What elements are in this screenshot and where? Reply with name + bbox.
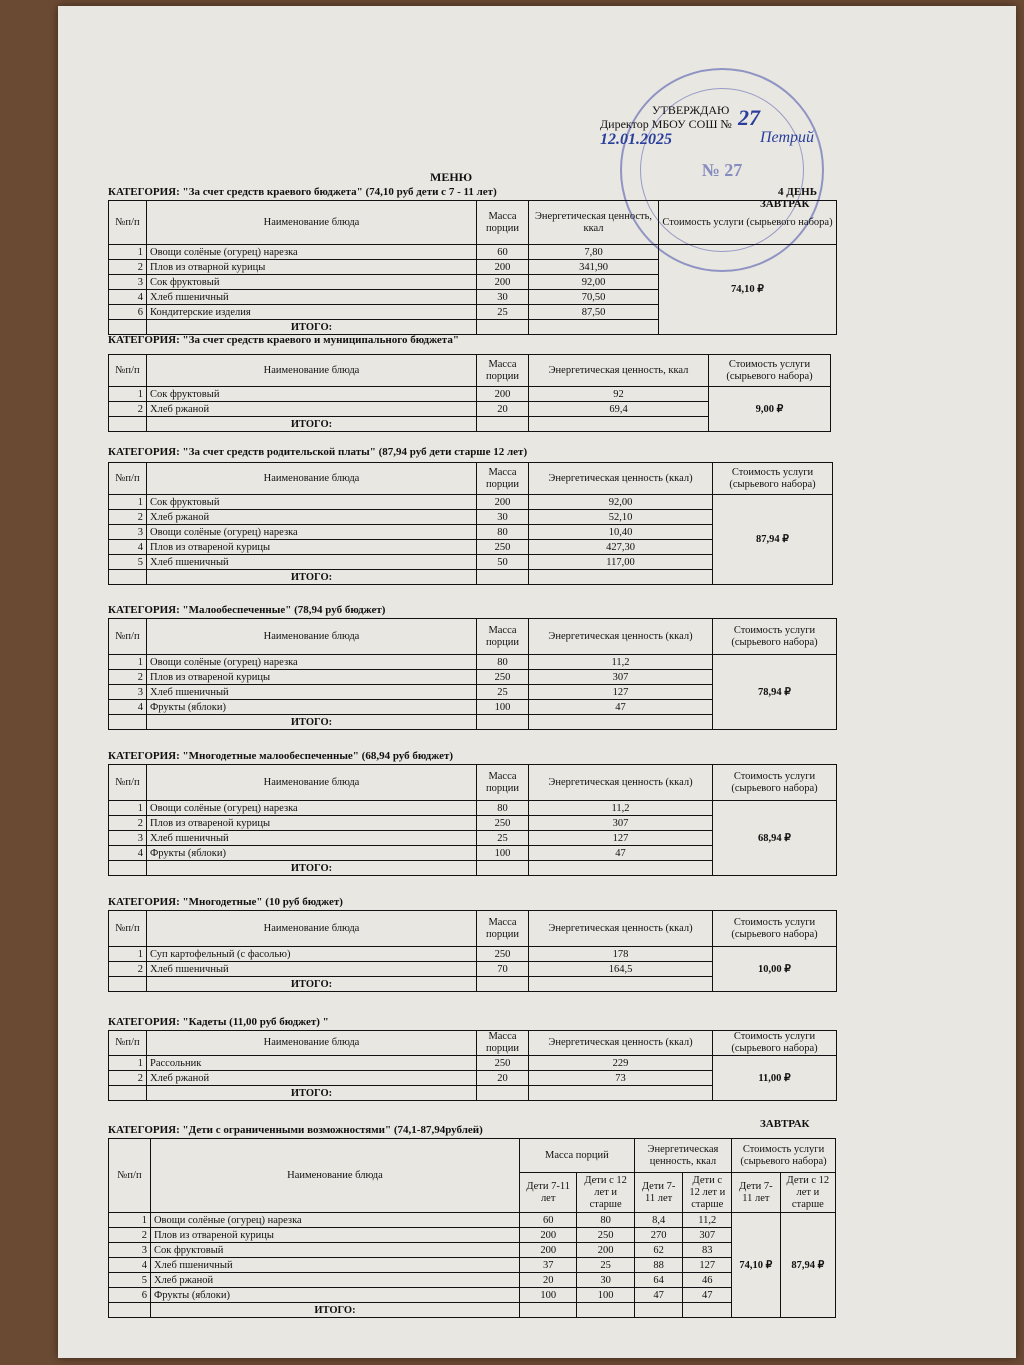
table-cell: Дети с 12 лет и старше — [577, 1173, 634, 1213]
table-cell: №п/п — [109, 463, 147, 495]
table-cell — [109, 861, 147, 876]
table-cell: 4 — [109, 1258, 151, 1273]
table-cell: Рассольник — [147, 1056, 477, 1071]
table-cell: №п/п — [109, 911, 147, 947]
table-cell: Наименование блюда — [150, 1139, 519, 1213]
table-cell: 3 — [109, 831, 147, 846]
table-cell — [109, 570, 147, 585]
table-cell — [109, 1303, 151, 1318]
approve-label: УТВЕРЖДАЮ — [652, 103, 730, 117]
table-cell: №п/п — [109, 1031, 147, 1056]
table-cell: Хлеб пшеничный — [147, 290, 477, 305]
table-cell: Хлеб пшеничный — [147, 555, 477, 570]
table-cell: 427,30 — [529, 540, 713, 555]
table-cell: ИТОГО: — [150, 1303, 519, 1318]
table-cell: 47 — [529, 700, 713, 715]
table-row — [109, 1288, 836, 1303]
table-cell: Кондитерские изделия — [147, 305, 477, 320]
table-cell: Энергетическая ценность (ккал) — [529, 463, 713, 495]
meal-label: ЗАВТРАК — [760, 198, 810, 210]
table-cell — [529, 570, 713, 585]
table-cell: 11,2 — [529, 655, 713, 670]
category-title: КАТЕГОРИЯ: "Кадеты (11,00 руб бюджет) " — [108, 1016, 329, 1028]
table-cell: Наименование блюда — [147, 355, 477, 387]
table-cell: 20 — [477, 1071, 529, 1086]
table-cell: 127 — [529, 831, 713, 846]
table-cell: 80 — [477, 655, 529, 670]
day-label: 4 ДЕНЬ — [778, 186, 817, 198]
table-cell: 2 — [109, 816, 147, 831]
table-cell: 92,00 — [529, 495, 713, 510]
table-row — [109, 387, 831, 402]
table-cell: Хлеб пшеничный — [147, 831, 477, 846]
table-cell: ИТОГО: — [147, 715, 477, 730]
table-cell: 46 — [683, 1273, 732, 1288]
table-cell: Энергетическая ценность (ккал) — [529, 911, 713, 947]
table-cell: 2 — [109, 1071, 147, 1086]
table-cell: 3 — [109, 525, 147, 540]
table-cell: 200 — [519, 1228, 576, 1243]
table-cell: 4 — [109, 700, 147, 715]
table-cell — [577, 1303, 634, 1318]
table-cell: 100 — [477, 700, 529, 715]
table-row — [109, 495, 833, 510]
cost-12: 87,94 ₽ — [780, 1213, 835, 1318]
table-cell: ИТОГО: — [147, 977, 477, 992]
table-cell: 7,80 — [529, 245, 659, 260]
table-cell: 8,4 — [634, 1213, 683, 1228]
table-cell — [529, 715, 713, 730]
table-cell: 70,50 — [529, 290, 659, 305]
table-cell: Хлеб ржаной — [147, 1071, 477, 1086]
table-cell: 92 — [529, 387, 709, 402]
table-cell: 25 — [577, 1258, 634, 1273]
table-cell: 117,00 — [529, 555, 713, 570]
table-cell: 52,10 — [529, 510, 713, 525]
director-label: Директор МБОУ СОШ № — [600, 117, 732, 131]
table-cell — [529, 320, 659, 335]
table-cell: 341,90 — [529, 260, 659, 275]
table-cell: Сок фруктовый — [150, 1243, 519, 1258]
menu-table-limited — [108, 1138, 836, 1318]
table-cell: Стоимость услуги (сырьевого набора) — [732, 1139, 836, 1173]
table-cell: Хлеб ржаной — [150, 1273, 519, 1288]
table-cell: 3 — [109, 685, 147, 700]
table-cell: 200 — [477, 387, 529, 402]
table-cell: 25 — [477, 831, 529, 846]
table-cell: 80 — [577, 1213, 634, 1228]
table-cell: ИТОГО: — [147, 1086, 477, 1101]
table-cell: Дети 7-11 лет — [732, 1173, 781, 1213]
table-cell: 5 — [109, 1273, 151, 1288]
table-cell: 20 — [477, 402, 529, 417]
table-cell: Плов из отварной курицы — [147, 260, 477, 275]
table-cell: 270 — [634, 1228, 683, 1243]
table-cell — [529, 417, 709, 432]
table-cell: 200 — [477, 495, 529, 510]
table-cell: Овощи солёные (огурец) нарезка — [150, 1213, 519, 1228]
table-cell: 47 — [634, 1288, 683, 1303]
table-cell: 100 — [477, 846, 529, 861]
table-cell — [109, 715, 147, 730]
table-cell — [477, 570, 529, 585]
cost-value: 10,00 ₽ — [713, 947, 837, 992]
cost-value: 9,00 ₽ — [709, 387, 831, 432]
table-cell: 200 — [577, 1243, 634, 1258]
table-cell — [477, 715, 529, 730]
table-cell: 250 — [477, 947, 529, 962]
table-cell: Масса порций — [519, 1139, 634, 1173]
table-cell: Фрукты (яблоки) — [147, 700, 477, 715]
table-cell: 50 — [477, 555, 529, 570]
table-cell: Стоимость услуги (сырьевого набора) — [713, 911, 837, 947]
category-title: КАТЕГОРИЯ: "За счет средств краевого бюджета" (74,10 руб дети с 7 - 11 лет) — [108, 186, 497, 198]
table-cell: 4 — [109, 540, 147, 555]
table-cell — [477, 417, 529, 432]
table-cell: №п/п — [109, 1139, 151, 1213]
table-cell: Энергетическая ценность (ккал) — [529, 619, 713, 655]
category-title: КАТЕГОРИЯ: "Малообеспеченные" (78,94 руб бюджет) — [108, 604, 386, 616]
table-cell: Овощи солёные (огурец) нарезка — [147, 525, 477, 540]
table-cell: Энергетическая ценность, ккал — [634, 1139, 731, 1173]
table-row — [109, 1213, 836, 1228]
table-cell: 1 — [109, 1213, 151, 1228]
table-cell: 47 — [529, 846, 713, 861]
table-cell — [477, 861, 529, 876]
table-cell: Масса порции — [477, 463, 529, 495]
table-cell: 4 — [109, 846, 147, 861]
table-cell: 100 — [577, 1288, 634, 1303]
cost-value: 78,94 ₽ — [713, 655, 837, 730]
table-cell: Масса порции — [477, 1031, 529, 1056]
category-title: КАТЕГОРИЯ: "За счет средств краевого и муниципального бюджета" — [108, 334, 459, 346]
table-cell: Наименование блюда — [147, 463, 477, 495]
table-cell: 73 — [529, 1071, 713, 1086]
table-cell: Хлеб пшеничный — [147, 685, 477, 700]
table-cell: Суп картофельный (с фасолью) — [147, 947, 477, 962]
table-cell: №п/п — [109, 765, 147, 801]
col-mass: Масса порции — [477, 201, 529, 245]
table-cell: ИТОГО: — [147, 320, 477, 335]
table-cell: 164,5 — [529, 962, 713, 977]
table-cell — [529, 977, 713, 992]
table-row — [109, 1273, 836, 1288]
table-cell: 307 — [683, 1228, 732, 1243]
category-title: КАТЕГОРИЯ: "Многодетные" (10 руб бюджет) — [108, 896, 343, 908]
category-title: КАТЕГОРИЯ: "Дети с ограниченными возможностями" (74,1-87,94рублей) — [108, 1124, 483, 1136]
table-cell: 60 — [477, 245, 529, 260]
table-cell: 200 — [519, 1243, 576, 1258]
table-cell: Стоимость услуги (сырьевого набора) — [713, 1031, 837, 1056]
table-cell: 80 — [477, 525, 529, 540]
table-cell: 30 — [477, 510, 529, 525]
table-cell — [109, 1086, 147, 1101]
cost-7-11: 74,10 ₽ — [732, 1213, 781, 1318]
table-cell: 2 — [109, 510, 147, 525]
table-cell: Сок фруктовый — [147, 275, 477, 290]
table-cell: Масса порции — [477, 765, 529, 801]
menu-table — [108, 764, 837, 876]
table-row — [109, 245, 837, 260]
table-cell: 2 — [109, 260, 147, 275]
table-cell: 70 — [477, 962, 529, 977]
table-cell: 37 — [519, 1258, 576, 1273]
table-cell: 2 — [109, 670, 147, 685]
table-cell: Масса порции — [477, 355, 529, 387]
col-energy: Энергетическая ценность, ккал — [529, 201, 659, 245]
table-cell: 64 — [634, 1273, 683, 1288]
table-cell: 250 — [477, 540, 529, 555]
table-cell: Плов из отвареной курицы — [147, 816, 477, 831]
table-cell — [634, 1303, 683, 1318]
table-cell: Плов из отвареной курицы — [147, 540, 477, 555]
table-cell: Масса порции — [477, 911, 529, 947]
table-cell: 11,2 — [683, 1213, 732, 1228]
table-row — [109, 947, 837, 962]
table-cell: 250 — [577, 1228, 634, 1243]
table-cell: 11,2 — [529, 801, 713, 816]
table-cell: Наименование блюда — [147, 1031, 477, 1056]
school-number: 27 — [738, 105, 760, 130]
cost-value: 11,00 ₽ — [713, 1056, 837, 1101]
table-cell: №п/п — [109, 355, 147, 387]
table-cell: 10,40 — [529, 525, 713, 540]
table-cell: 60 — [519, 1213, 576, 1228]
table-cell: 69,4 — [529, 402, 709, 417]
director-signature: Петрий — [760, 129, 814, 146]
table-cell: 1 — [109, 495, 147, 510]
menu-table — [108, 618, 837, 730]
table-cell: 1 — [109, 801, 147, 816]
total-row — [109, 1303, 836, 1318]
table-cell: 5 — [109, 555, 147, 570]
category-title: КАТЕГОРИЯ: "Многодетные малообеспеченные" (68,94 руб бюджет) — [108, 750, 454, 762]
table-cell: ИТОГО: — [147, 570, 477, 585]
table-cell: 25 — [477, 305, 529, 320]
table-cell: 20 — [519, 1273, 576, 1288]
table-cell: 30 — [577, 1273, 634, 1288]
table-cell: Стоимость услуги (сырьевого набора) — [713, 619, 837, 655]
table-cell: 100 — [519, 1288, 576, 1303]
table-cell — [109, 977, 147, 992]
table-cell: 1 — [109, 1056, 147, 1071]
table-cell: Наименование блюда — [147, 765, 477, 801]
table-cell: 250 — [477, 816, 529, 831]
table-cell: Овощи солёные (огурец) нарезка — [147, 801, 477, 816]
menu-table — [108, 910, 837, 992]
table-cell: 30 — [477, 290, 529, 305]
table-cell: 178 — [529, 947, 713, 962]
table-cell: Дети с 12 лет и старше — [780, 1173, 835, 1213]
category-title: КАТЕГОРИЯ: "За счет средств родительской платы" (87,94 руб дети старше 12 лет) — [108, 446, 528, 458]
table-cell: Овощи солёные (огурец) нарезка — [147, 245, 477, 260]
table-cell: 87,50 — [529, 305, 659, 320]
table-cell: 127 — [529, 685, 713, 700]
table-cell — [109, 320, 147, 335]
menu-title: МЕНЮ — [430, 170, 473, 184]
table-cell: 92,00 — [529, 275, 659, 290]
table-cell — [683, 1303, 732, 1318]
table-cell: 83 — [683, 1243, 732, 1258]
table-cell: 4 — [109, 290, 147, 305]
table-cell: 1 — [109, 947, 147, 962]
table-cell: 6 — [109, 305, 147, 320]
menu-table — [108, 200, 837, 335]
table-cell: Хлеб ржаной — [147, 402, 477, 417]
table-cell: 127 — [683, 1258, 732, 1273]
table-cell: 80 — [477, 801, 529, 816]
table-cell: Сок фруктовый — [147, 495, 477, 510]
table-cell: Сок фруктовый — [147, 387, 477, 402]
table-cell: Масса порции — [477, 619, 529, 655]
table-cell: 2 — [109, 1228, 151, 1243]
table-cell: Стоимость услуги (сырьевого набора) — [709, 355, 831, 387]
table-cell — [519, 1303, 576, 1318]
menu-table — [108, 1030, 837, 1101]
table-cell: Хлеб пшеничный — [147, 962, 477, 977]
table-cell: Дети 7-11 лет — [634, 1173, 683, 1213]
table-cell: Наименование блюда — [147, 619, 477, 655]
table-cell — [109, 417, 147, 432]
table-cell — [529, 861, 713, 876]
table-cell: 229 — [529, 1056, 713, 1071]
cost-value: 87,94 ₽ — [713, 495, 833, 585]
table-row — [109, 1228, 836, 1243]
table-cell: 307 — [529, 816, 713, 831]
table-row — [109, 1258, 836, 1273]
table-row — [109, 655, 837, 670]
table-row — [109, 1056, 837, 1071]
table-cell: 1 — [109, 655, 147, 670]
table-cell: Плов из отвареной курицы — [150, 1228, 519, 1243]
table-cell: Овощи солёные (огурец) нарезка — [147, 655, 477, 670]
table-cell: Энергетическая ценность, ккал — [529, 355, 709, 387]
table-cell: 200 — [477, 275, 529, 290]
table-cell: Плов из отвареной курицы — [147, 670, 477, 685]
table-cell: 307 — [529, 670, 713, 685]
table-cell: Фрукты (яблоки) — [150, 1288, 519, 1303]
table-cell: ИТОГО: — [147, 861, 477, 876]
menu-table — [108, 462, 833, 585]
col-name: Наименование блюда — [147, 201, 477, 245]
table-cell: Стоимость услуги (сырьевого набора) — [713, 765, 837, 801]
table-cell: Хлеб пшеничный — [150, 1258, 519, 1273]
table-cell: 62 — [634, 1243, 683, 1258]
table-cell: Фрукты (яблоки) — [147, 846, 477, 861]
table-cell: Энергетическая ценность (ккал) — [529, 1031, 713, 1056]
cost-value: 74,10 ₽ — [659, 245, 837, 335]
table-cell: Дети с 12 лет и старше — [683, 1173, 732, 1213]
table-cell: 1 — [109, 245, 147, 260]
table-cell: №п/п — [109, 619, 147, 655]
table-cell — [529, 1086, 713, 1101]
table-cell: ИТОГО: — [147, 417, 477, 432]
table-cell — [477, 977, 529, 992]
col-cost: Стоимость услуги (сырьевого набора) — [659, 201, 837, 245]
table-cell: 1 — [109, 387, 147, 402]
table-cell: 3 — [109, 1243, 151, 1258]
table-cell: 88 — [634, 1258, 683, 1273]
table-cell: 2 — [109, 962, 147, 977]
col-num: №п/п — [109, 201, 147, 245]
table-cell: Дети 7-11 лет — [519, 1173, 576, 1213]
table-row — [109, 1243, 836, 1258]
table-cell: 2 — [109, 402, 147, 417]
table-cell: Стоимость услуги (сырьевого набора) — [713, 463, 833, 495]
table-cell — [477, 1086, 529, 1101]
table-cell: Энергетическая ценность (ккал) — [529, 765, 713, 801]
table-cell: 200 — [477, 260, 529, 275]
meal-label-2: ЗАВТРАК — [760, 1118, 810, 1130]
stamp-number: № 27 — [701, 159, 743, 180]
table-cell: 250 — [477, 670, 529, 685]
menu-table — [108, 354, 831, 432]
approval-date: 12.01.2025 — [600, 131, 672, 148]
table-cell: Хлеб ржаной — [147, 510, 477, 525]
table-cell: 47 — [683, 1288, 732, 1303]
table-cell: 25 — [477, 685, 529, 700]
table-cell: Наименование блюда — [147, 911, 477, 947]
table-cell: 3 — [109, 275, 147, 290]
table-cell: 250 — [477, 1056, 529, 1071]
cost-value: 68,94 ₽ — [713, 801, 837, 876]
table-row — [109, 801, 837, 816]
table-cell: 6 — [109, 1288, 151, 1303]
table-cell — [477, 320, 529, 335]
